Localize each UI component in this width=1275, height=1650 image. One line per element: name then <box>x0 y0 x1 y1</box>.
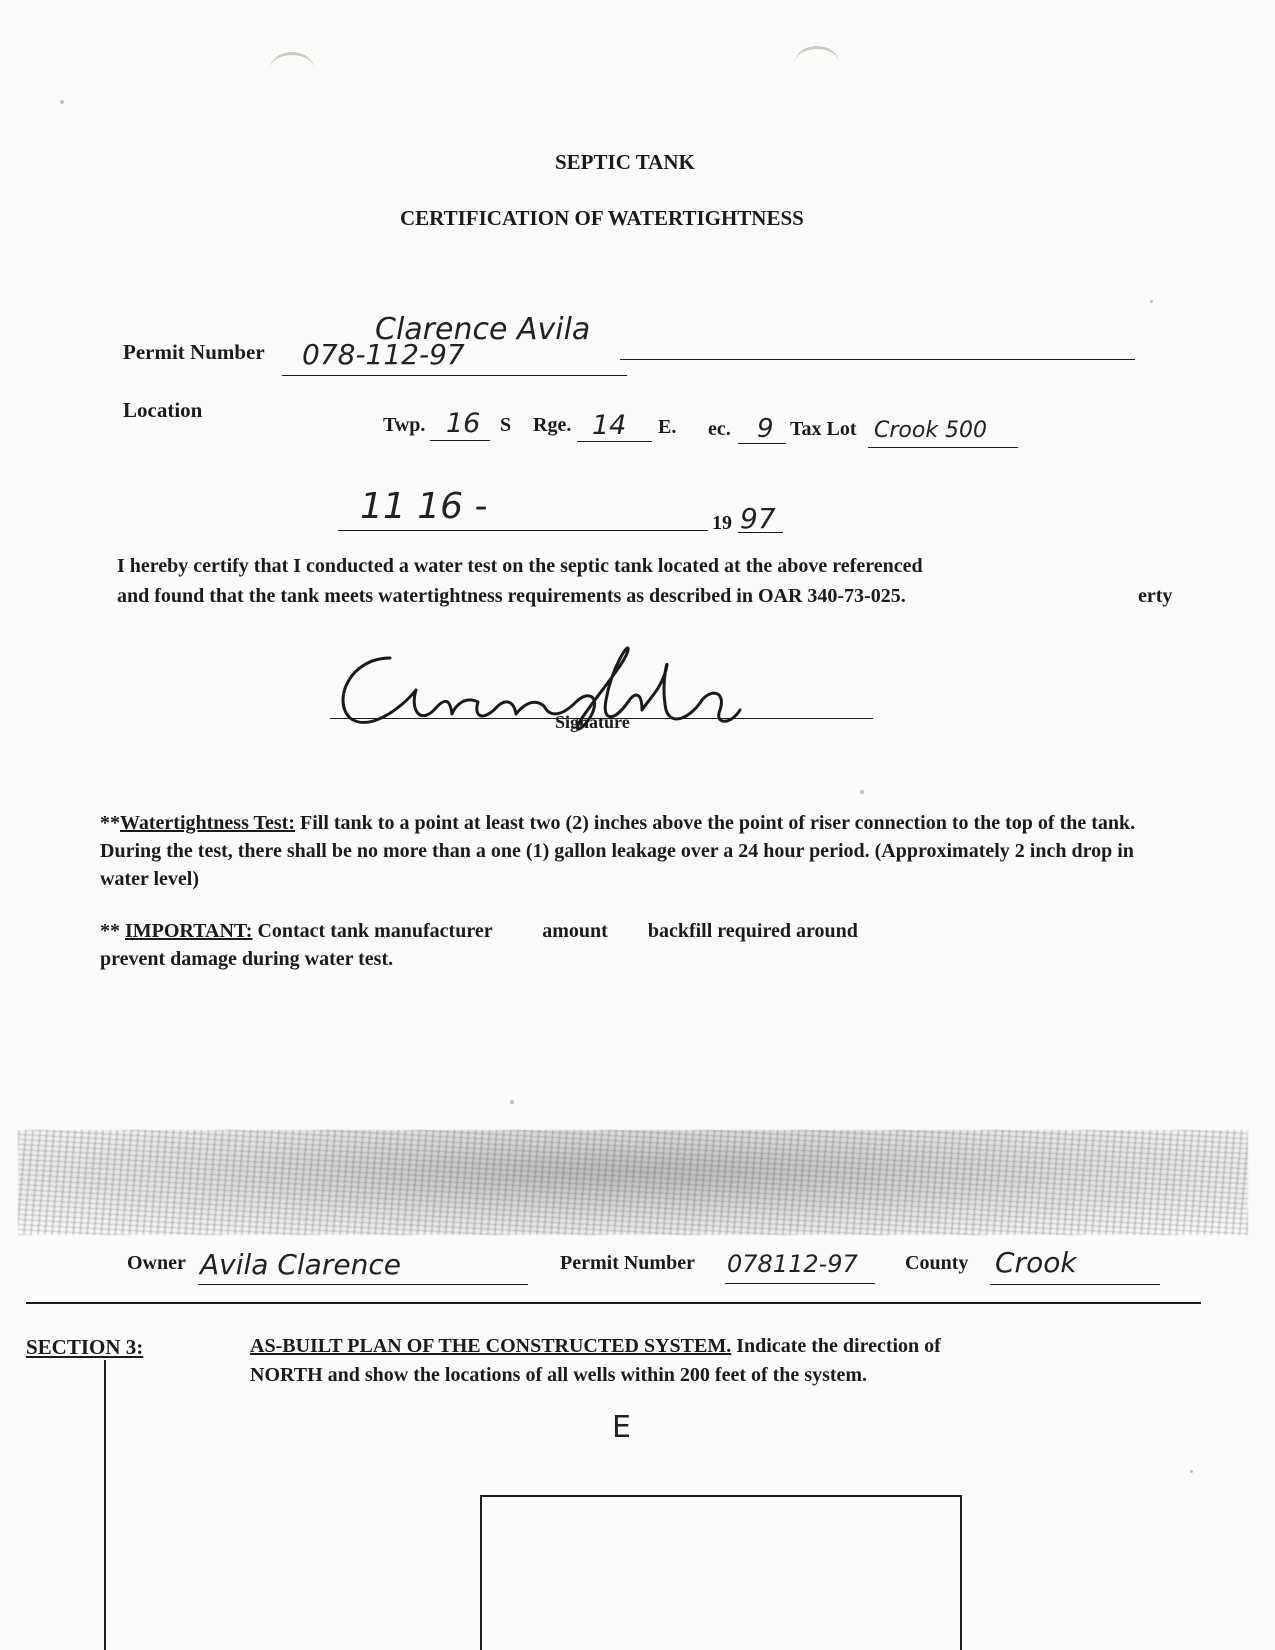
note-asterisks: ** <box>100 812 120 834</box>
important-heading: IMPORTANT: <box>125 920 253 942</box>
section-underline <box>738 443 786 444</box>
name-underline <box>620 359 1135 360</box>
certification-line-2: and found that the tank meets watertightness requirements as described in OAR 340-73-025. <box>117 585 906 607</box>
section-3-instructions-1: Indicate the direction of <box>736 1335 941 1357</box>
scan-speckle <box>60 100 64 104</box>
tax-lot-underline <box>868 447 1018 448</box>
section-3-heading: AS-BUILT PLAN OF THE CONSTRUCTED SYSTEM. <box>250 1335 732 1357</box>
watertightness-test-body: Fill tank to a point at least two (2) inches above the point of riser connection to the top of the tank. During the test, there shall be no more than a one (1) gallon leakage over a 24 hour period. (Approximately 2 inch drop in water level) <box>100 812 1136 890</box>
year-prefix: 19 <box>712 512 732 534</box>
scan-speckle <box>860 790 864 794</box>
twp-label: Twp. <box>383 414 426 436</box>
permit-number-label: Permit Number <box>123 340 265 364</box>
rge-underline <box>577 441 652 442</box>
plan-tank-box <box>480 1495 962 1650</box>
section-3-instructions-2: NORTH and show the locations of all wells within 200 feet of the system. <box>250 1364 868 1386</box>
rge-label: Rge. <box>533 414 572 436</box>
section-divider <box>26 1302 1201 1304</box>
tax-lot-label: Tax Lot <box>790 418 857 440</box>
twp-suffix: S <box>500 414 512 436</box>
owner-value: Avila Clarence <box>200 1248 401 1281</box>
scan-speckle <box>1150 300 1153 303</box>
important-body-2: amount <box>542 920 608 942</box>
certification-line-1: I hereby certify that I conducted a water test on the septic tank located at the above referenced <box>117 555 923 577</box>
date-value: 11 16 - <box>360 486 488 527</box>
page-subtitle: CERTIFICATION OF WATERTIGHTNESS <box>400 206 804 230</box>
year-underline <box>738 532 783 533</box>
twp-value: 16 <box>446 408 481 439</box>
section-3-label: SECTION 3: <box>26 1335 144 1359</box>
scan-noise-band <box>18 1130 1248 1235</box>
important-asterisks: ** <box>100 920 120 942</box>
rge-suffix: E. <box>658 416 677 438</box>
section-value: 9 <box>757 414 774 444</box>
certification-line-1-tail: erty <box>1138 585 1173 607</box>
rge-value: 14 <box>592 410 627 441</box>
important-body-3: backfill required around <box>647 920 858 942</box>
footer-permit-value: 078112-97 <box>727 1250 858 1278</box>
plan-direction-mark: E <box>612 1410 631 1445</box>
tax-lot-value: Crook 500 <box>874 418 988 443</box>
twp-underline <box>430 440 490 441</box>
footer-permit-underline <box>725 1283 875 1284</box>
applicant-name: Clarence Avila <box>375 312 591 347</box>
location-label: Location <box>123 398 203 422</box>
punch-hole-left <box>270 52 314 85</box>
punch-hole-right <box>795 46 839 79</box>
owner-label: Owner <box>127 1252 186 1274</box>
section-3-line-1 <box>250 1335 941 1358</box>
year-value: 97 <box>740 502 776 535</box>
scan-speckle <box>1190 1470 1193 1473</box>
section-label: ec. <box>708 418 731 440</box>
county-underline <box>990 1284 1160 1285</box>
important-body-1: Contact tank manufacturer <box>257 920 493 942</box>
plan-left-border <box>104 1360 106 1650</box>
date-underline <box>338 530 708 531</box>
permit-number-underline <box>282 375 627 376</box>
signature-label: Signature <box>555 712 630 732</box>
important-note-line-2: prevent damage during water test. <box>100 948 394 970</box>
county-label: County <box>905 1252 969 1274</box>
page-title: SEPTIC TANK <box>555 150 695 174</box>
scan-speckle <box>510 1100 514 1104</box>
watertightness-test-note <box>100 809 1160 893</box>
important-note-line-1 <box>100 920 858 943</box>
county-value: Crook <box>995 1246 1077 1279</box>
permit-number-value: 078-112-97 <box>302 338 465 371</box>
owner-underline <box>198 1284 528 1285</box>
watertightness-test-heading: Watertightness Test: <box>120 812 295 834</box>
footer-permit-label: Permit Number <box>560 1252 695 1274</box>
